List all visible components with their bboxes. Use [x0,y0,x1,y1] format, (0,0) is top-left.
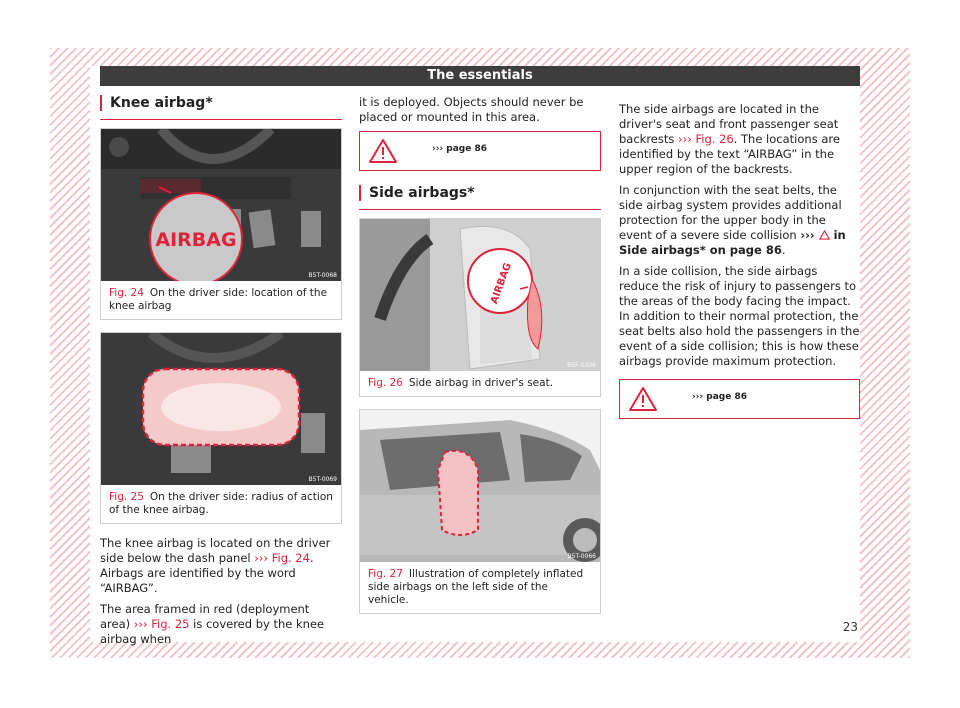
figure-code: B5T-0069 [308,476,337,483]
figure-24-image [101,129,341,281]
figure-code: B5T-0068 [308,272,337,279]
text-run: is covered by the knee airbag when [100,617,325,646]
side-airbag-seat-illustration [360,219,600,371]
knee-airbag-heading: Knee airbag* [100,95,342,111]
fig-26-link[interactable]: ››› Fig. 26 [678,132,734,146]
fig-25-link[interactable]: ››› Fig. 25 [133,617,190,631]
figure-label: Fig. 25 [109,491,144,503]
warning-triangle-icon [819,230,830,240]
figure-label: Fig. 26 [368,377,403,389]
heading-rule [100,119,342,120]
caption-text: Side airbag in driver's seat. [408,377,554,389]
figure-code: B5T-0066 [567,553,596,560]
side-airbags-paragraph-3: In a side collision, the side airbags reduce the risk of injury to passengers to the areas of the body facing the impact. In addition to their normal protection, the seat belts also hold the passengers in the event of a side collision; this is how these airbags provide maximum protection. [619,264,860,368]
text-run: The area framed in red (deployment area) [100,602,310,631]
side-airbags-paragraph-1 [619,102,860,177]
warning-box[interactable] [619,379,860,419]
figure-27-caption [360,562,600,613]
airbag-label-text: AIRBAG [488,261,514,306]
inflated-side-airbags-illustration [360,410,600,562]
heading-rule [359,209,601,210]
figure-label: Fig. 27 [368,568,403,580]
text-run: . Airbags are identified by the word “AIRBAG”. [100,551,314,595]
knee-airbag-paragraph-1 [100,536,342,596]
text-run: The knee airbag is located on the driver side below the dash panel [100,536,331,565]
side-airbags-heading: Side airbags* [359,185,601,201]
section-header: The essentials [100,66,860,86]
caption-text: Illustration of completely inflated side airbags on the left side of the vehicle. [368,568,584,606]
page-number: 23 [842,620,858,634]
text-run: . The locations are identified by the text “AIRBAG” in the upper region of the backrests. [619,132,840,176]
knee-airbag-location-illustration [101,129,341,281]
warning-page-ref[interactable]: ››› page 86 [432,144,487,154]
warning-page-ref[interactable]: ››› page 86 [692,392,747,402]
figure-26-image [360,219,600,371]
figure-24-caption [101,281,341,319]
text-run: The side airbags are located in the driver's seat and front passenger seat backrests [619,102,839,146]
caption-text: On the driver side: radius of action of the knee airbag. [109,491,333,516]
warning-box[interactable] [359,131,601,171]
knee-airbag-deployment-illustration [101,333,341,485]
airbag-label-text: AIRBAG [155,229,237,251]
figure-25-image [101,333,341,485]
figure-24 [100,128,342,320]
column-3 [619,102,860,429]
side-airbags-paragraph-2 [619,183,860,258]
ref-text: in Side airbags* on page 86 [619,228,846,257]
figure-25 [100,332,342,524]
knee-airbag-paragraph-continued: it is deployed. Objects should never be placed or mounted in this area. [359,95,584,124]
text-run: In conjunction with the seat belts, the side airbag system provides additional protection for the upper body in the event of a severe side collision [619,183,842,242]
ref-arrows: ››› [800,228,815,242]
text-run: . [781,243,786,257]
caption-text: On the driver side: location of the knee airbag [109,287,328,312]
knee-airbag-paragraph-2 [100,602,342,647]
warning-triangle-icon [628,386,658,412]
figure-25-caption [101,485,341,523]
column-1 [100,95,342,653]
fig-24-link[interactable]: ››› Fig. 24 [254,551,310,565]
column-2 [359,95,601,614]
figure-27 [359,409,601,614]
figure-label: Fig. 24 [109,287,144,299]
figure-27-image [360,410,600,562]
figure-code: B5F-0306 [567,362,596,369]
figure-26 [359,218,601,397]
figure-26-caption [360,371,600,396]
warning-triangle-icon [368,138,398,164]
